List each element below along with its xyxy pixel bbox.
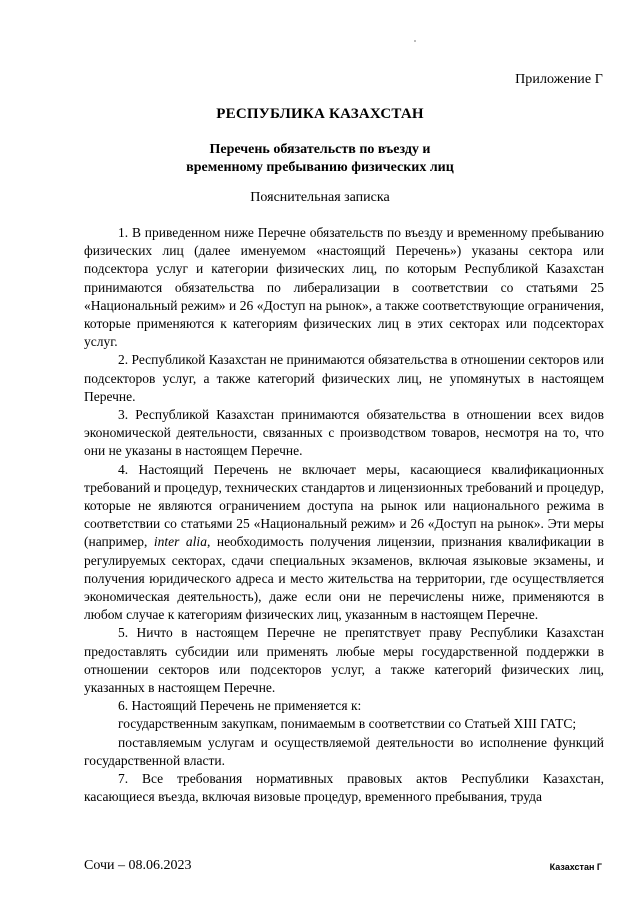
paragraph-4: 4. Настоящий Перечень не включает меры, касающиеся квалификационных требований и процедур, технических стандартов и лицензионных требований и процедур, которые не являются ограничением доступа на рынок или национального режима в соответствии со статьями 25 «Национальный режим» и 26 «Доступ на рынок». Эти меры (например, inter alia, необходимость получения лицензии, признания квалификации в регулируемых секторах, сдачи специальных экзаменов, включая языковые экзамены, и получения юридического адреса и место жительства на территории, где осуществляется экономическая деятельность), даже если они не перечислены ниже, применяются в любом случае к категориям физических лиц, указанным в настоящем Перечне. (84, 461, 605, 623)
subtitle-line-2: временному пребыванию физических лиц (186, 160, 454, 175)
paragraph-6-item-2: поставляемым услугам и осуществляемой деятельности во исполнение функций государственной власти. (84, 734, 604, 768)
paragraph-5: 5. Ничто в настоящем Перечне не препятствует праву Республики Казахстан предоставлять субсидии или применять любые меры государственной поддержки в отношении секторов или подсекторов услуг, а также категорий физических лиц, указанных в настоящем Перечне. (84, 625, 604, 696)
appendix-label: Приложение Г (515, 72, 603, 87)
paragraph-3: 3. Республикой Казахстан принимаются обязательства в отношении всех видов экономической деятельности, связанных с производством товаров, несмотря на то, что они не указаны в настоящем Перечне. (84, 407, 604, 459)
subtitle-line-1: Перечень обязательств по въезду и (209, 142, 431, 157)
paragraph-6-item-1: государственным закупкам, понимаемым в соответствии со Статьей XIII ГАТС; (118, 716, 577, 732)
paragraph-6: 6. Настоящий Перечень не применяется к: (118, 698, 362, 714)
list-subtitle (0, 141, 640, 177)
paragraph-1: 1. В приведенном ниже Перечне обязательств по въезду и временному пребыванию физических лиц (далее именуемом «настоящий Перечень») указаны сектора или подсектора услуг и категории физических лиц, по которым Республикой Казахстан принимаются обязательства по либерализации в соответствии со статьями 25 «Национальный режим» и 26 «Доступ на рынок», а также соответствующие ограничения, которые применяются к категориям физических лиц в этих секторах или подсекторах услуг. (84, 225, 604, 350)
scan-speck (414, 40, 416, 42)
paragraph-2: 2. Республикой Казахстан не принимаются обязательства в отношении секторов или подсекторов услуг, а также категорий физических лиц, не упомянутых в настоящем Перечне. (84, 352, 604, 404)
explanatory-note-title: Пояснительная записка (250, 190, 390, 205)
footer-place-date: Сочи – 08.06.2023 (84, 858, 192, 873)
paragraph-7: 7. Все требования нормативных правовых актов Республики Казахстан, касающиеся въезда, включая визовые процедур, временного пребывания, труда (84, 771, 604, 805)
country-title: РЕСПУБЛИКА КАЗАХСТАН (216, 106, 424, 122)
footer-page-label: Казахстан Г (549, 862, 602, 872)
body-text (84, 224, 604, 807)
